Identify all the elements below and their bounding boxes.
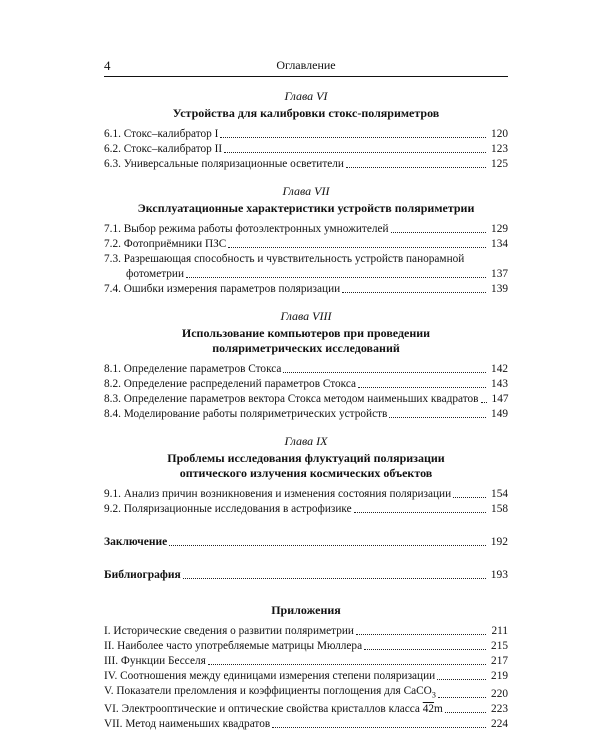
leader-dots	[358, 387, 486, 388]
toc-entry-title: 8.2. Определение распределений параметров Стокса	[104, 378, 357, 390]
chapter-title-line: оптического излучения космических объектов	[179, 466, 433, 480]
leader-dots	[438, 697, 486, 698]
leader-dots	[364, 649, 486, 650]
leader-dots	[354, 512, 486, 513]
leader-dots	[481, 402, 487, 403]
leader-dots	[208, 664, 486, 665]
chapter-8	[104, 309, 508, 422]
toc-entry-page: 217	[491, 655, 508, 667]
toc-entry-title-continued: фотометрии	[126, 268, 185, 280]
toc-entry-title: I. Исторические сведения о развитии поляриметрии	[104, 625, 354, 637]
toc-entry-title	[104, 702, 443, 717]
leader-dots	[272, 727, 486, 728]
toc-entry	[104, 142, 508, 157]
leader-dots	[445, 712, 486, 713]
subscript: 3	[431, 690, 436, 700]
toc-entry	[104, 362, 508, 377]
toc-entry	[104, 222, 508, 237]
toc-entry-page: 147	[491, 393, 509, 405]
toc-entry-title: 7.2. Фотоприёмники ПЗС	[104, 238, 227, 250]
toc-entry	[104, 654, 508, 669]
leader-dots	[224, 152, 486, 153]
toc-entry	[104, 282, 508, 297]
toc-entry-page: 129	[491, 223, 508, 235]
chapter-title-line: поляриметрических исследований	[212, 341, 400, 355]
chapter-title: Устройства для калибровки стокс-поляриметров	[172, 106, 440, 120]
toc-entry-title: 8.1. Определение параметров Стокса	[104, 363, 282, 375]
toc-entry-title: III. Функции Бесселя	[104, 655, 206, 667]
chapter-title: Эксплуатационные характеристики устройств поляриметрии	[137, 201, 475, 215]
page-header	[104, 58, 508, 74]
toc-entry-page: 143	[491, 378, 508, 390]
toc-entry-title: Библиография	[104, 569, 181, 581]
toc-entry-title-text: VI. Электрооптические и оптические свойства кристаллов класса	[104, 703, 423, 716]
toc-entry	[104, 237, 508, 252]
toc-entry-title: 6.2. Стокс–калибратор II	[104, 143, 223, 155]
toc-entry-page: 158	[491, 503, 508, 515]
leader-dots	[391, 232, 486, 233]
toc-entry-title: 7.1. Выбор режима работы фотоэлектронных умножителей	[104, 223, 389, 235]
page-number: 4	[104, 58, 111, 73]
toc-entry-page: 125	[491, 158, 508, 170]
toc-entry	[104, 639, 508, 654]
chapter-title	[104, 451, 508, 481]
toc-entry	[104, 684, 508, 702]
toc-entry-page: 149	[491, 408, 508, 420]
chapter-title-line: Проблемы исследования флуктуаций поляризации	[167, 451, 445, 465]
chapter-label: Глава VIII	[280, 309, 332, 323]
toc-entry-page: 142	[491, 363, 508, 375]
toc-entry-title: 9.1. Анализ причин возникновения и изменения состояния поляризации	[104, 488, 452, 500]
toc-entry	[104, 717, 508, 732]
leader-dots	[389, 417, 486, 418]
chapter-6	[104, 89, 508, 172]
leader-dots	[437, 679, 486, 680]
leader-dots	[183, 578, 486, 579]
toc-entry	[104, 127, 508, 142]
running-head: Оглавление	[276, 58, 336, 72]
toc-entry-page: 137	[491, 268, 508, 280]
toc-entry-title: 8.4. Моделирование работы поляриметрических устройств	[104, 408, 388, 420]
chapter-7	[104, 184, 508, 297]
toc-entry-title: VII. Метод наименьших квадратов	[104, 718, 271, 731]
toc-entry-title: Заключение	[104, 536, 168, 548]
overline-symbol: 42	[422, 703, 435, 716]
toc-entry-page: 215	[491, 640, 508, 652]
toc-entry-page: 193	[490, 569, 508, 581]
toc-entry	[104, 669, 508, 684]
leader-dots	[342, 292, 486, 293]
toc-entry	[104, 392, 508, 407]
toc-entry	[104, 252, 508, 282]
chapter-label: Глава VII	[282, 184, 330, 198]
toc-entry-page: 123	[491, 143, 508, 155]
toc-entry	[104, 502, 508, 517]
leader-dots	[356, 634, 486, 635]
leader-dots	[186, 277, 486, 278]
toc-entry-page: 192	[490, 536, 508, 548]
toc-entry	[104, 377, 508, 392]
header-rule	[104, 76, 508, 77]
toc-entry	[104, 624, 508, 639]
toc-entry-page: 224	[491, 718, 508, 731]
toc-entry-bibliography	[104, 568, 508, 583]
toc-entry-page: 219	[491, 670, 508, 682]
chapter-label: Глава IX	[284, 434, 328, 448]
toc-entry-page: 223	[491, 703, 508, 716]
toc-entry-title: II. Наиболее часто употребляемые матрицы Мюллера	[104, 640, 363, 652]
leader-dots	[228, 247, 486, 248]
toc-entry-page: 139	[491, 283, 508, 295]
chapter-label: Глава VI	[284, 89, 328, 103]
toc-entry-title: IV. Соотношения между единицами измерения степени поляризации	[104, 670, 436, 682]
chapter-9	[104, 434, 508, 517]
toc-entry-page: 154	[491, 488, 508, 500]
leader-dots	[169, 545, 486, 546]
toc-entry	[104, 702, 508, 717]
leader-dots	[220, 137, 486, 138]
toc-entry-title: 8.3. Определение параметров вектора Стокса методом наименьших квадратов	[104, 393, 479, 405]
toc-page	[104, 58, 508, 732]
symbol-tail: m	[434, 703, 443, 716]
toc-entry-title	[104, 684, 436, 702]
toc-entry-page: 120	[491, 128, 508, 140]
leader-dots	[346, 167, 486, 168]
toc-entry-title-text: V. Показатели преломления и коэффициенты поглощения для CaCO	[104, 685, 432, 697]
toc-entry-title: 7.3. Разрешающая способность и чувствительность устройств панорамной	[104, 253, 465, 265]
chapter-title	[104, 326, 508, 356]
toc-entry-page: 211	[491, 625, 508, 637]
toc-entry-conclusion	[104, 535, 508, 550]
chapter-title-line: Использование компьютеров при проведении	[181, 326, 431, 340]
toc-entry-title: 6.3. Универсальные поляризационные осветители	[104, 158, 344, 170]
leader-dots	[453, 497, 486, 498]
leader-dots	[283, 372, 486, 373]
toc-entry-title: 7.4. Ошибки измерения параметров поляризации	[104, 283, 341, 295]
toc-entry	[104, 157, 508, 172]
toc-entry-title: 6.1. Стокс–калибратор I	[104, 128, 219, 140]
appendix-heading: Приложения	[271, 603, 341, 617]
toc-entry	[104, 407, 508, 422]
toc-entry-page: 220	[491, 688, 508, 701]
toc-entry	[104, 487, 508, 502]
toc-entry-title: 9.2. Поляризационные исследования в астрофизике	[104, 503, 352, 515]
toc-entry-page: 134	[491, 238, 508, 250]
